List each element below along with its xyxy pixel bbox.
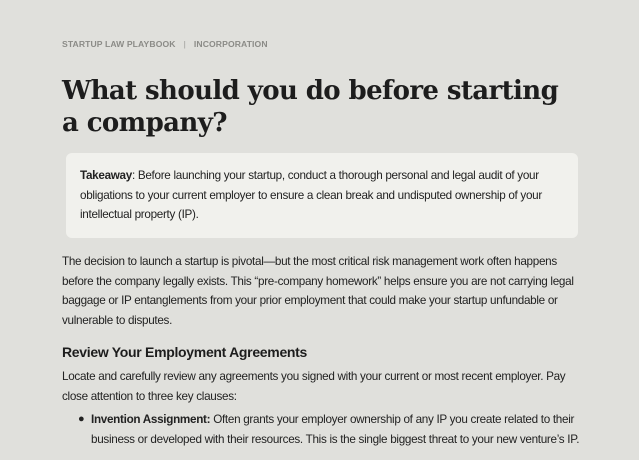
- takeaway-text: : Before launching your startup, conduct a thorough personal and legal audit of your obligations to your current employer to ensure a clean break and undisputed ownership of your intellectual property (IP).: [80, 169, 542, 221]
- clause-text: Often grants your employer ownership of any IP you create related to their business or developed with their resources. This is the single biggest threat to your new venture’s IP.: [91, 413, 580, 446]
- takeaway-callout: [66, 153, 578, 238]
- breadcrumb-section-link[interactable]: STARTUP LAW PLAYBOOK: [62, 39, 176, 49]
- clause-term: Invention Assignment:: [91, 413, 211, 426]
- page-title: What should you do before starting a company?: [62, 76, 559, 138]
- list-item: [62, 410, 582, 449]
- section-heading: Review Your Employment Agreements: [62, 344, 308, 360]
- intro-paragraph: The decision to launch a startup is pivotal—but the most critical risk management work often happens before the company legally exists. This “pre-company homework” helps ensure you are not carrying legal baggage or IP entanglements from your prior employment that could make your startup unfundable or vulnerable to disputes.: [62, 255, 574, 327]
- section-paragraph: Locate and carefully review any agreements you signed with your current or most recent employer. Pay close attention to three key clauses:: [62, 370, 566, 403]
- takeaway-label: Takeaway: [80, 169, 132, 182]
- clause-list: [62, 410, 582, 449]
- breadcrumb: [62, 39, 268, 49]
- breadcrumb-topic-link[interactable]: INCORPORATION: [193, 39, 268, 49]
- bullet-icon: ●: [78, 413, 85, 425]
- breadcrumb-separator: |: [183, 39, 186, 49]
